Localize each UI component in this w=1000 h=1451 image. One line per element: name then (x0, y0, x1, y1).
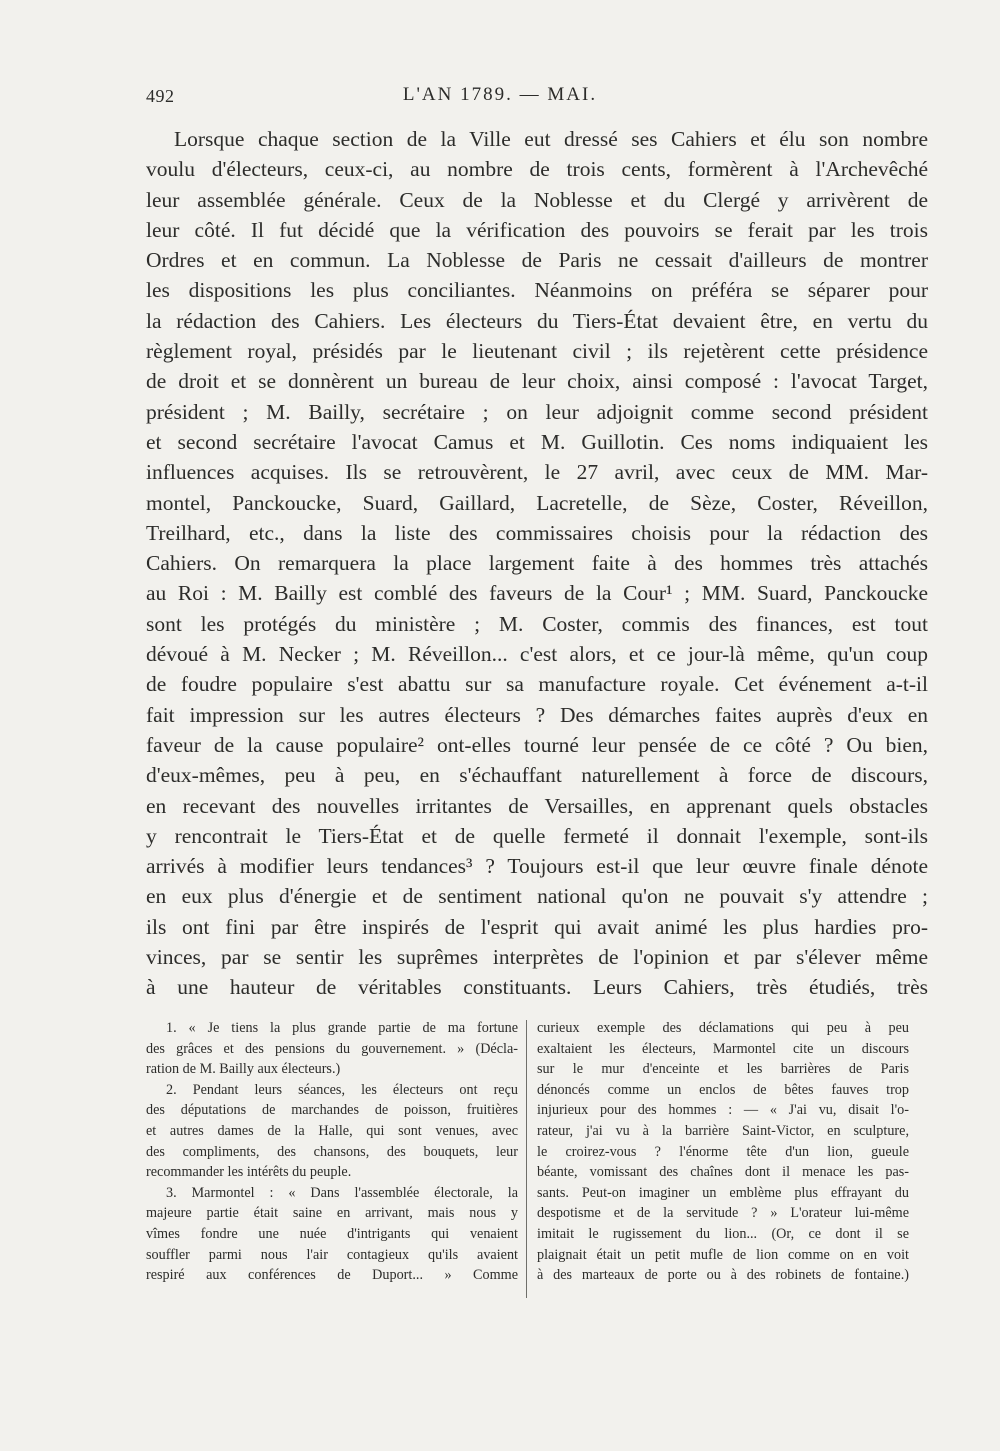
text-line: voulu d'électeurs, ceux-ci, au nombre de trois cents, formèrent à l'Archevêché (146, 157, 928, 182)
text-line: en recevant des nouvelles irritantes de Versailles, en apprenant quels obstacles (146, 793, 928, 818)
footnote-line: rateur, j'ai vu à la barrière Saint-Victor, en sculpture, (537, 1122, 909, 1139)
footnote-line: vîmes fondre une nuée d'intrigants qui venaient (146, 1225, 518, 1242)
text-line: leur côté. Il fut décidé que la vérification des pouvoirs se ferait par les trois (146, 217, 928, 242)
footnote-line: sur le mur d'enceinte et les barrières de Paris (537, 1061, 909, 1078)
footnotes-right-column (537, 1018, 909, 1286)
main-text-block (146, 124, 928, 1003)
text-line: président ; M. Bailly, secrétaire ; on leur adjoignit comme second président (146, 399, 928, 424)
footnote-line: souffler parmi nous l'air contagieux qu'ils avaient (146, 1246, 518, 1263)
footnote-line: et autres dames de la Halle, qui sont venues, avec (146, 1122, 518, 1139)
footnotes-left-column (146, 1018, 518, 1286)
footnote-line: plaignait était un petit mufle de lion comme on en voit (537, 1246, 909, 1263)
text-line: ils ont fini par être inspirés de l'esprit qui avait animé les plus hardies pro- (146, 914, 928, 939)
text-line: en eux plus d'énergie et de sentiment national qu'on ne pouvait s'y attendre ; (146, 884, 928, 909)
text-line: la rédaction des Cahiers. Les électeurs du Tiers-État devaient être, en vertu du (146, 308, 928, 333)
footnote-line: des compliments, des chansons, des bouquets, leur (146, 1143, 518, 1160)
footnote-line: 2. Pendant leurs séances, les électeurs ont reçu (166, 1081, 518, 1098)
footnote-line: des grâces et des pensions du gouvernement. » (Décla- (146, 1040, 518, 1057)
text-line: règlement royal, présidés par le lieutenant civil ; ils rejetèrent cette présidence (146, 339, 928, 364)
text-line: fait impression sur les autres électeurs ? Des démarches faites auprès d'eux en (146, 702, 928, 727)
text-line: vinces, par se sentir les suprêmes interprètes de l'opinion et par s'élever même (146, 945, 928, 970)
text-line: les dispositions les plus conciliantes. Néanmoins on préféra se séparer pour (146, 278, 928, 303)
footnote-line: des députations de marchandes de poisson, fruitières (146, 1102, 518, 1119)
footnote-line: sants. Peut-on imaginer un emblème plus effrayant du (537, 1184, 909, 1201)
text-line: de foudre populaire s'est abattu sur sa manufacture royale. Cet événement a-t-il (146, 672, 928, 697)
footnote-line: ration de M. Bailly aux électeurs.) (146, 1061, 341, 1078)
footnote-line: le croirez-vous ? l'énorme tête d'un lion, gueule (537, 1143, 909, 1160)
footnote-line: à des marteaux de porte ou à des robinets de fontaine.) (537, 1267, 909, 1284)
text-line: leur assemblée générale. Ceux de la Noblesse et du Clergé y arrivèrent de (146, 187, 928, 212)
text-line: influences acquises. Ils se retrouvèrent, le 27 avril, avec ceux de MM. Mar- (146, 460, 928, 485)
footnote-line: 3. Marmontel : « Dans l'assemblée électorale, la (166, 1184, 518, 1201)
text-line: Lorsque chaque section de la Ville eut dressé ses Cahiers et élu son nombre (174, 127, 928, 151)
column-divider (526, 1020, 527, 1298)
footnote-line: 1. « Je tiens la plus grande partie de ma fortune (166, 1020, 518, 1036)
footnote-line: injurieux pour des hommes : — « J'ai vu, disait l'o- (537, 1102, 909, 1119)
text-line: de droit et se donnèrent un bureau de leur choix, ainsi composé : l'avocat Target, (146, 369, 928, 394)
footnote-line: exaltaient les électeurs, Marmontel cite un discours (537, 1040, 909, 1057)
text-line: Cahiers. On remarquera la place largement faite à des hommes très attachés (146, 551, 928, 576)
text-line: arrivés à modifier leurs tendances³ ? Toujours est-il que leur œuvre finale dénote (146, 854, 928, 879)
text-line: sont les protégés du ministère ; M. Coster, commis des finances, est tout (146, 611, 928, 636)
text-line: y rencontrait le Tiers-État et de quelle fermeté il donnait l'exemple, sont-ils (146, 823, 928, 848)
page-number: 492 (146, 86, 175, 106)
footnotes (146, 1018, 928, 1298)
footnote-line: curieux exemple des déclamations qui peu à peu (537, 1020, 909, 1036)
text-line: faveur de la cause populaire² ont-elles tourné leur pensée de ce côté ? Ou bien, (146, 732, 928, 757)
text-line: au Roi : M. Bailly est comblé des faveurs de la Cour¹ ; MM. Suard, Panckoucke (146, 581, 928, 606)
footnote-line: béante, vomissant des chaînes dont il menace les pas- (537, 1164, 909, 1181)
footnote-line: majeure partie était saine en arrivant, mais nous y (146, 1205, 518, 1222)
text-line: Ordres et en commun. La Noblesse de Paris ne cessait d'ailleurs de montrer (146, 248, 928, 273)
text-line: à une hauteur de véritables constituants. Leurs Cahiers, très étudiés, très (146, 975, 928, 1000)
text-line: Treilhard, etc., dans la liste des commissaires choisis pour la rédaction des (146, 520, 928, 545)
footnote-line: recommander les intérêts du peuple. (146, 1164, 352, 1181)
footnote-line: dénoncés comme un enclos de bêtes fauves trop (537, 1081, 909, 1098)
text-line: montel, Panckoucke, Suard, Gaillard, Lacretelle, de Sèze, Coster, Réveillon, (146, 490, 928, 515)
text-line: d'eux-mêmes, peu à peu, en s'échauffant naturellement à force de discours, (146, 763, 928, 788)
footnote-line: imitait le rugissement du lion... (Or, ce dont il se (537, 1225, 909, 1242)
footnote-line: despotisme et de la servitude ? » L'orateur lui-même (537, 1205, 909, 1222)
text-line: dévoué à M. Necker ; M. Réveillon... c'est alors, et ce jour-là même, qu'un coup (146, 642, 928, 667)
text-line: et second secrétaire l'avocat Camus et M. Guillotin. Ces noms indiquaient les (146, 429, 928, 454)
footnote-line: respiré aux conférences de Duport... » Comme (146, 1267, 518, 1284)
running-title: L'AN 1789. — MAI. (402, 84, 598, 105)
